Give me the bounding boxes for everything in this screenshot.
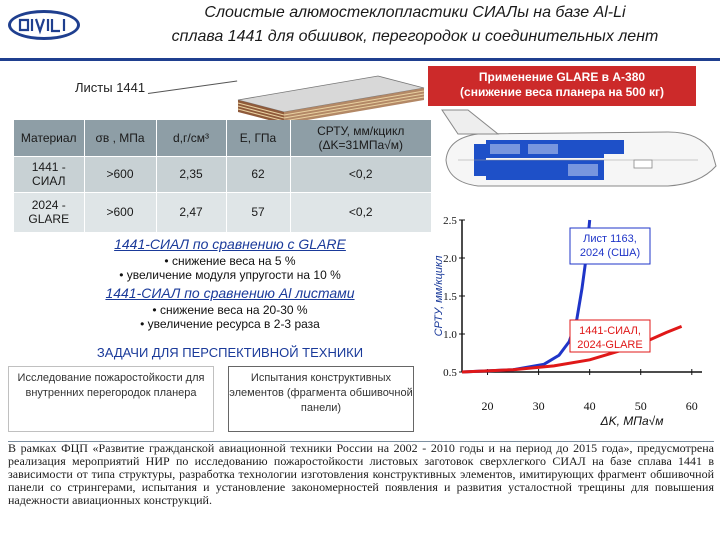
- col-header-crack-growth: СРТУ, мм/кцикл (ΔK=31МПа√м): [290, 120, 432, 156]
- table-cell: 1441 - СИАЛ: [14, 156, 84, 192]
- company-logo: [6, 8, 82, 42]
- comparison-glare-item: • увеличение модуля упругости на 10 %: [119, 268, 341, 282]
- footer-paragraph: В рамках ФЦП «Развитие гражданской авиационной техники России на 2002 - 2010 годы и на период до 2015 года», предусмотрена реализация мероприятий НИР по исследованию пожаростойкости листовых заготовок сверхлегкого СИАЛ на базе сплава 1441 в зависимости от типа структуры, разработка технологии изготовления конструктивных элементов, имитирующих фрагмент обшивочной панели со стрингерами, испытания и установление закономерностей появления и развития усталостной трещины для повышения надежности авиационных конструкций.: [8, 441, 714, 537]
- table-row: [14, 192, 432, 232]
- glare-a380-banner: [428, 66, 696, 106]
- y-tick-label: 1.0: [443, 329, 457, 341]
- comparison-al-item: • увеличение ресурса в 2-3 раза: [140, 317, 320, 331]
- table-cell: >600: [84, 156, 156, 192]
- x-tick-label: 20: [481, 399, 494, 413]
- table-cell: <0,2: [290, 192, 432, 232]
- col-header-density: d,г/см³: [156, 120, 226, 156]
- sheets-pointer-line: [148, 80, 237, 94]
- y-tick-label: 0.5: [443, 367, 457, 379]
- x-axis-label: ΔK, МПа√м: [600, 414, 664, 428]
- tasks-heading: ЗАДАЧИ ДЛЯ ПЕРСПЕКТИВНОЙ ТЕХНИКИ: [96, 345, 364, 360]
- x-tick-label: 50: [634, 399, 647, 413]
- col-header-strength: σв , МПа: [84, 120, 156, 156]
- a380-fuselage-diagram: [438, 108, 720, 212]
- table-cell: <0,2: [290, 156, 432, 192]
- table-cell: 57: [226, 192, 290, 232]
- x-tick-label: 40: [583, 399, 596, 413]
- page-title-line2: сплава 1441 для обшивок, перегородок и соединительных лент: [171, 28, 659, 45]
- x-tick-label: 60: [685, 399, 698, 413]
- x-tick-label: 30: [532, 399, 545, 413]
- glare-banner-line1: Применение GLARE в А-380: [478, 70, 646, 84]
- comparison-glare-item: • снижение веса на 5 %: [164, 254, 296, 268]
- annotation-label: 1441-СИАЛ,: [579, 325, 641, 337]
- page-title-line1: Слоистые алюмостеклопластики СИАЛы на базе Al-Li: [204, 4, 626, 21]
- col-header-material: Материал: [14, 120, 84, 156]
- table-cell: 2,35: [156, 156, 226, 192]
- table-cell: >600: [84, 192, 156, 232]
- sheets-label: Листы 1441: [75, 80, 146, 95]
- y-tick-label: 2.0: [443, 253, 457, 265]
- header-divider: [0, 58, 720, 61]
- comparison-glare-heading: 1441-СИАЛ по сравнению с GLARE: [114, 236, 346, 252]
- task-box-structural-tests: Испытания конструктивных элементов (фрагмента обшивочной панели): [228, 366, 414, 432]
- table-cell: 2,47: [156, 192, 226, 232]
- y-axis-label: СРТУ, мм/кцикл: [433, 255, 445, 337]
- annotation-label: Лист 1163,: [583, 233, 637, 245]
- crack-growth-chart: [432, 212, 720, 437]
- annotation-label: 2024 (США): [579, 247, 641, 259]
- task-box-fire-resistance: Исследование пожаростойкости для внутренних перегородок планера: [8, 366, 214, 432]
- comparison-al-heading: 1441-СИАЛ по сравнению Al листами: [105, 285, 355, 301]
- comparison-al-item: • снижение веса на 20-30 %: [152, 303, 308, 317]
- table-cell: 62: [226, 156, 290, 192]
- table-cell: 2024 - GLARE: [14, 192, 84, 232]
- y-tick-label: 1.5: [443, 291, 457, 303]
- table-row: [14, 156, 432, 192]
- table-header-row: [14, 120, 432, 156]
- annotation-label: 2024-GLARE: [577, 339, 643, 351]
- material-properties-table: [14, 120, 432, 233]
- col-header-modulus: Е, ГПа: [226, 120, 290, 156]
- glare-banner-line2: (снижение веса планера на 500 кг): [460, 85, 664, 99]
- y-tick-label: 2.5: [443, 215, 457, 227]
